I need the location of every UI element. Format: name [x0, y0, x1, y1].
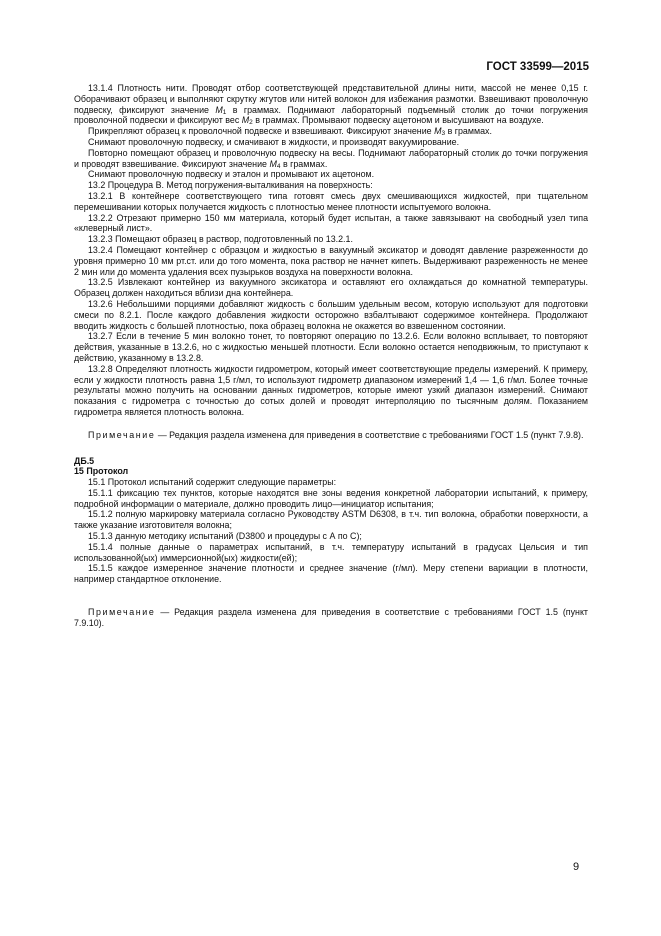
variable: M: [215, 104, 223, 115]
note-2: [74, 607, 588, 629]
variable: M: [434, 126, 442, 137]
paragraph: 15.1.1 фиксацию тех пунктов, которые находятся вне зоны ведения конкретной лаборатории испытаний, к примеру, подробной информации о материале, должно проводить лицо—инициатор испытания;: [74, 487, 588, 509]
variable: M: [269, 158, 277, 169]
paragraph-text: 13.2.5 Извлекают контейнер из вакуумного эксикатора и оставляют его охлаждаться до комнатной температуры. Образец должен находиться вблизи дна контейнера.: [74, 277, 588, 299]
variable-subscript: 2: [249, 119, 253, 127]
paragraph-text: 13.2.6 Небольшими порциями добавляют жидкость с большим удельным весом, которую используют для подготовки смеси по 8.2.1. После каждого добавления жидкости осторожно взбалтывают содержимое контейнера. Продолжают вводить жидкость с большей плотностью, пока образец волокна не окажется во взвешенном состоянии.: [74, 298, 588, 331]
paragraph: [74, 364, 588, 418]
note-label: Примечание: [88, 607, 156, 618]
paragraph-text: 13.2.3 Помещают образец в раствор, подготовленный по 13.2.1.: [88, 234, 353, 245]
paragraph-text: 13.2.7 Если в течение 5 мин волокно тонет, то повторяют операцию по 13.2.6. Если волокно всплывает, то повторяют действия, указанные в 13.2.6, но с жидкостью меньшей плотности. Если волокно остается неподвижным, то приступают к действию, указанному в 13.2.8.: [74, 331, 588, 363]
paragraph: 15.1.3 данную методику испытаний (D3800 и процедуры с А по С);: [88, 531, 362, 542]
page-number: 9: [573, 861, 580, 873]
note-text: — Редакция раздела изменена для приведения в соответствие с требованиями ГОСТ 1.5 (пункт 7.9.8).: [155, 429, 584, 440]
paragraph: [74, 180, 588, 191]
paragraph-text: 13.1.4 Плотность нити. Проводят отбор соответствующей представительной длины нити, массой не менее 0,15 г. Оборачивают образец и выполняют скрутку жгутов или нитей волокон для избежания размотки. Взвешивают проволочную подвеску, фиксируют значение: [74, 83, 588, 115]
paragraph-text: 13.2.2 Отрезают примерно 150 мм материала, который будет испытан, а также завязывают на свободный узел типа «клеверный лист».: [74, 212, 588, 234]
document-body: [74, 83, 588, 629]
paragraph-text: 13.2.4 Помещают контейнер с образцом и жидкостью в вакуумный эксикатор и доводят давление разреженности до уровня примерно 10 мм рт.ст. или до того момента, пока раствор не начнет кипеть. Выдерживают разреженность не менее 2 мин или до момента удаления всех пузырьков воздуха на поверхности волокна.: [74, 244, 588, 277]
procedure-paragraphs: [74, 83, 588, 418]
paragraph: [74, 213, 588, 235]
paragraph-text: в граммах. Поднимают лабораторный подъемный столик до точки погружения проволочной подвески и фиксируют вес: [74, 104, 588, 126]
paragraph-text: Снимают проволочную подвеску, и смачивают в жидкости, и производят вакуумирование.: [88, 136, 460, 147]
variable: M: [241, 115, 250, 126]
paragraph-text: Прикрепляют образец к проволочной подвеске и взвешивают. Фиксируют значение: [88, 126, 435, 137]
paragraph: [74, 234, 588, 245]
variable-subscript: 3: [441, 130, 446, 138]
paragraph: 15.1.4 полные данные о параметрах испытаний, в т.ч. температуру испытаний в градусах Цельсия и тип использованной(ых) иммерсионной(ых) жидкости(ей);: [74, 541, 588, 563]
document-header: ГОСТ 33599—2015: [486, 61, 589, 73]
section-id: ДБ.5: [74, 455, 95, 466]
paragraph: [74, 169, 588, 180]
paragraph: [74, 126, 588, 137]
paragraph-text: в граммах.: [445, 126, 492, 137]
paragraph: 15.1.5 каждое измеренное значение плотности и среднее значение (г/мл). Меру степени вариации в плотности, например стандартное отклонение.: [74, 563, 588, 585]
paragraph: [74, 245, 588, 277]
paragraph-text: 13.2 Процедура В. Метод погружения-выталкивания на поверхность:: [88, 180, 373, 191]
protocol-paragraphs: [74, 477, 588, 585]
paragraph-text: 13.2.8 Определяют плотность жидкости гидрометром, который имеет соответствующие пределы измерений. К примеру, если у жидкости плотность равна 1,5 г/мл, то используют гидрометр диапазоном измерений 1,4 — 1,6 г/мл. Более точные результаты можно получить на основании данных гидрометров, которые имеют узкий диапазон измерений. Снимают показания с гидрометра с точностью до сотых долей и проводят интерполяцию по тысячным долям. Показанием гидрометра является плотность волокна.: [74, 363, 588, 417]
paragraph-text: в граммах.: [280, 158, 328, 169]
paragraph: [74, 299, 588, 331]
paragraph: [74, 191, 588, 213]
paragraph-text: 13.2.1 В контейнере соответствующего типа готовят смесь двух смешивающихся жидкостей, при тщательном перемешивании которых получается жидкость с плотностью менее плотности испытуемого волокна.: [74, 190, 588, 212]
paragraph: 15.1.2 полную маркировку материала согласно Руководству ASTM D6308, в т.ч. тип волокна, обработки поверхности, а также указание изготовителя волокна;: [74, 509, 588, 531]
paragraph: [74, 331, 588, 363]
paragraph: 15.1 Протокол испытаний содержит следующие параметры:: [88, 477, 337, 488]
paragraph: [74, 277, 588, 299]
note-label: Примечание: [88, 429, 156, 440]
variable-subscript: 4: [276, 162, 281, 170]
paragraph: [74, 83, 588, 126]
note-text: — Редакция раздела изменена для приведения в соответствие с требованиями ГОСТ 1.5 (пункт 7.9.10).: [74, 607, 588, 628]
section-title: 15 Протокол: [74, 466, 129, 477]
paragraph-text: Снимают проволочную подвеску и эталон и промывают их ацетоном.: [88, 169, 375, 180]
paragraph-text: в граммах. Промывают подвеску ацетоном и высушивают на воздухе.: [252, 115, 544, 126]
paragraph-text: Повторно помещают образец и проволочную подвеску на весы. Поднимают лабораторный столик до точки погружения и проводят взвешивание. Фиксируют значение: [74, 147, 588, 169]
paragraph: [74, 148, 588, 170]
variable-subscript: 1: [222, 108, 227, 116]
note-1: [74, 430, 588, 441]
paragraph: [74, 137, 588, 148]
